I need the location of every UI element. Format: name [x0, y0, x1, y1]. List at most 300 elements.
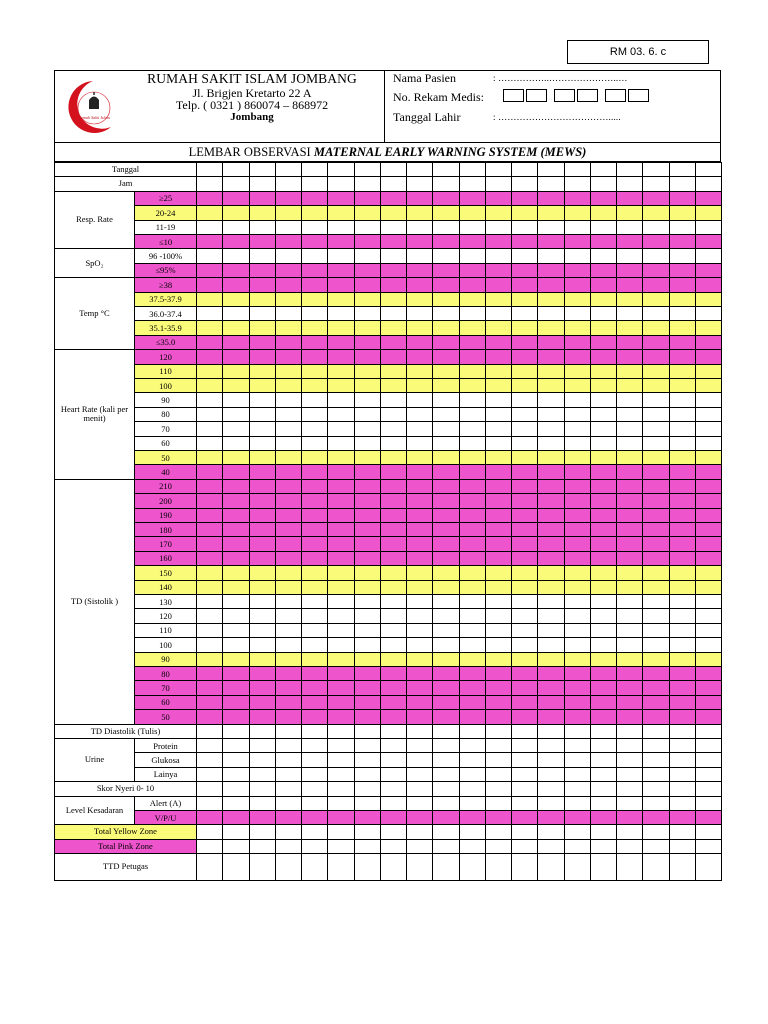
observation-cell[interactable]	[301, 162, 328, 177]
observation-cell[interactable]	[196, 234, 223, 249]
observation-cell[interactable]	[406, 580, 433, 595]
observation-cell[interactable]	[406, 364, 433, 379]
observation-cell[interactable]	[275, 320, 302, 335]
observation-cell[interactable]	[301, 796, 328, 811]
observation-cell[interactable]	[275, 623, 302, 638]
observation-cell[interactable]	[590, 392, 617, 407]
observation-cell[interactable]	[616, 652, 643, 667]
observation-cell[interactable]	[327, 263, 354, 278]
observation-cell[interactable]	[590, 234, 617, 249]
observation-cell[interactable]	[537, 234, 564, 249]
observation-cell[interactable]	[459, 695, 486, 710]
observation-cell[interactable]	[669, 364, 696, 379]
observation-cell[interactable]	[275, 680, 302, 695]
observation-cell[interactable]	[275, 191, 302, 206]
observation-cell[interactable]	[616, 335, 643, 350]
observation-cell[interactable]	[695, 493, 722, 508]
observation-cell[interactable]	[459, 277, 486, 292]
observation-cell[interactable]	[406, 436, 433, 451]
observation-cell[interactable]	[459, 536, 486, 551]
observation-cell[interactable]	[485, 652, 512, 667]
observation-cell[interactable]	[249, 176, 276, 191]
observation-cell[interactable]	[695, 407, 722, 422]
observation-cell[interactable]	[327, 536, 354, 551]
observation-cell[interactable]	[459, 493, 486, 508]
observation-cell[interactable]	[511, 695, 538, 710]
observation-cell[interactable]	[511, 407, 538, 422]
observation-cell[interactable]	[485, 824, 512, 839]
observation-cell[interactable]	[669, 839, 696, 854]
observation-cell[interactable]	[616, 493, 643, 508]
observation-cell[interactable]	[485, 248, 512, 263]
observation-cell[interactable]	[616, 781, 643, 796]
observation-cell[interactable]	[511, 320, 538, 335]
observation-cell[interactable]	[249, 796, 276, 811]
observation-cell[interactable]	[564, 392, 591, 407]
observation-cell[interactable]	[222, 695, 249, 710]
observation-cell[interactable]	[249, 666, 276, 681]
observation-cell[interactable]	[354, 436, 381, 451]
observation-cell[interactable]	[695, 464, 722, 479]
observation-cell[interactable]	[196, 421, 223, 436]
observation-cell[interactable]	[301, 580, 328, 595]
observation-cell[interactable]	[406, 853, 433, 881]
observation-cell[interactable]	[380, 724, 407, 739]
observation-cell[interactable]	[590, 623, 617, 638]
observation-cell[interactable]	[327, 824, 354, 839]
observation-cell[interactable]	[327, 436, 354, 451]
observation-cell[interactable]	[249, 162, 276, 177]
observation-cell[interactable]	[642, 162, 669, 177]
observation-cell[interactable]	[459, 450, 486, 465]
observation-cell[interactable]	[406, 378, 433, 393]
observation-cell[interactable]	[275, 839, 302, 854]
observation-cell[interactable]	[354, 551, 381, 566]
observation-cell[interactable]	[511, 522, 538, 537]
observation-cell[interactable]	[590, 493, 617, 508]
observation-cell[interactable]	[432, 724, 459, 739]
observation-cell[interactable]	[669, 724, 696, 739]
observation-cell[interactable]	[590, 752, 617, 767]
observation-cell[interactable]	[564, 522, 591, 537]
observation-cell[interactable]	[354, 335, 381, 350]
observation-cell[interactable]	[327, 320, 354, 335]
observation-cell[interactable]	[511, 623, 538, 638]
observation-cell[interactable]	[537, 580, 564, 595]
observation-cell[interactable]	[564, 565, 591, 580]
observation-cell[interactable]	[222, 724, 249, 739]
observation-cell[interactable]	[380, 752, 407, 767]
observation-cell[interactable]	[669, 680, 696, 695]
observation-cell[interactable]	[590, 162, 617, 177]
observation-cell[interactable]	[590, 551, 617, 566]
observation-cell[interactable]	[196, 594, 223, 609]
observation-cell[interactable]	[459, 767, 486, 782]
observation-cell[interactable]	[327, 349, 354, 364]
observation-cell[interactable]	[406, 407, 433, 422]
observation-cell[interactable]	[590, 335, 617, 350]
observation-cell[interactable]	[695, 738, 722, 753]
observation-cell[interactable]	[380, 508, 407, 523]
observation-cell[interactable]	[327, 796, 354, 811]
observation-cell[interactable]	[354, 364, 381, 379]
observation-cell[interactable]	[432, 162, 459, 177]
observation-cell[interactable]	[432, 277, 459, 292]
observation-cell[interactable]	[616, 220, 643, 235]
observation-cell[interactable]	[642, 853, 669, 881]
observation-cell[interactable]	[669, 580, 696, 595]
observation-cell[interactable]	[695, 551, 722, 566]
observation-cell[interactable]	[485, 436, 512, 451]
observation-cell[interactable]	[669, 248, 696, 263]
observation-cell[interactable]	[406, 162, 433, 177]
observation-cell[interactable]	[590, 248, 617, 263]
observation-cell[interactable]	[511, 364, 538, 379]
observation-cell[interactable]	[537, 364, 564, 379]
observation-cell[interactable]	[327, 205, 354, 220]
observation-cell[interactable]	[406, 767, 433, 782]
observation-cell[interactable]	[380, 220, 407, 235]
observation-cell[interactable]	[642, 666, 669, 681]
observation-cell[interactable]	[616, 680, 643, 695]
observation-cell[interactable]	[564, 450, 591, 465]
observation-cell[interactable]	[616, 839, 643, 854]
observation-cell[interactable]	[380, 306, 407, 321]
observation-cell[interactable]	[249, 349, 276, 364]
observation-cell[interactable]	[537, 263, 564, 278]
observation-cell[interactable]	[642, 191, 669, 206]
observation-cell[interactable]	[196, 608, 223, 623]
observation-cell[interactable]	[301, 335, 328, 350]
observation-cell[interactable]	[327, 594, 354, 609]
observation-cell[interactable]	[301, 666, 328, 681]
observation-cell[interactable]	[249, 551, 276, 566]
observation-cell[interactable]	[354, 205, 381, 220]
observation-cell[interactable]	[537, 464, 564, 479]
observation-cell[interactable]	[249, 277, 276, 292]
observation-cell[interactable]	[616, 796, 643, 811]
observation-cell[interactable]	[432, 392, 459, 407]
observation-cell[interactable]	[511, 508, 538, 523]
observation-cell[interactable]	[196, 781, 223, 796]
observation-cell[interactable]	[564, 608, 591, 623]
observation-cell[interactable]	[459, 810, 486, 825]
observation-cell[interactable]	[354, 248, 381, 263]
observation-cell[interactable]	[485, 680, 512, 695]
observation-cell[interactable]	[511, 248, 538, 263]
observation-cell[interactable]	[406, 652, 433, 667]
observation-cell[interactable]	[432, 551, 459, 566]
observation-cell[interactable]	[432, 608, 459, 623]
observation-cell[interactable]	[354, 176, 381, 191]
observation-cell[interactable]	[196, 407, 223, 422]
observation-cell[interactable]	[616, 824, 643, 839]
observation-cell[interactable]	[196, 839, 223, 854]
observation-cell[interactable]	[485, 421, 512, 436]
observation-cell[interactable]	[275, 349, 302, 364]
observation-cell[interactable]	[642, 594, 669, 609]
observation-cell[interactable]	[642, 536, 669, 551]
observation-cell[interactable]	[275, 781, 302, 796]
observation-cell[interactable]	[669, 407, 696, 422]
observation-cell[interactable]	[459, 436, 486, 451]
observation-cell[interactable]	[432, 580, 459, 595]
observation-cell[interactable]	[380, 796, 407, 811]
observation-cell[interactable]	[222, 623, 249, 638]
observation-cell[interactable]	[301, 608, 328, 623]
observation-cell[interactable]	[406, 234, 433, 249]
observation-cell[interactable]	[196, 464, 223, 479]
observation-cell[interactable]	[380, 637, 407, 652]
observation-cell[interactable]	[537, 796, 564, 811]
observation-cell[interactable]	[222, 652, 249, 667]
observation-cell[interactable]	[327, 248, 354, 263]
observation-cell[interactable]	[196, 709, 223, 724]
observation-cell[interactable]	[301, 522, 328, 537]
observation-cell[interactable]	[222, 508, 249, 523]
observation-cell[interactable]	[380, 594, 407, 609]
observation-cell[interactable]	[669, 767, 696, 782]
observation-cell[interactable]	[642, 709, 669, 724]
observation-cell[interactable]	[564, 493, 591, 508]
observation-cell[interactable]	[380, 364, 407, 379]
observation-cell[interactable]	[537, 162, 564, 177]
observation-cell[interactable]	[669, 263, 696, 278]
observation-cell[interactable]	[564, 234, 591, 249]
observation-cell[interactable]	[695, 565, 722, 580]
observation-cell[interactable]	[406, 508, 433, 523]
observation-cell[interactable]	[537, 536, 564, 551]
observation-cell[interactable]	[537, 450, 564, 465]
observation-cell[interactable]	[485, 781, 512, 796]
observation-cell[interactable]	[275, 709, 302, 724]
observation-cell[interactable]	[537, 738, 564, 753]
observation-cell[interactable]	[459, 248, 486, 263]
observation-cell[interactable]	[222, 335, 249, 350]
observation-cell[interactable]	[432, 306, 459, 321]
observation-cell[interactable]	[406, 349, 433, 364]
observation-cell[interactable]	[275, 724, 302, 739]
observation-cell[interactable]	[616, 205, 643, 220]
observation-cell[interactable]	[432, 536, 459, 551]
observation-cell[interactable]	[301, 292, 328, 307]
observation-cell[interactable]	[222, 781, 249, 796]
observation-cell[interactable]	[249, 407, 276, 422]
observation-cell[interactable]	[327, 234, 354, 249]
observation-cell[interactable]	[327, 220, 354, 235]
observation-cell[interactable]	[196, 349, 223, 364]
observation-cell[interactable]	[249, 623, 276, 638]
observation-cell[interactable]	[196, 220, 223, 235]
observation-cell[interactable]	[380, 392, 407, 407]
observation-cell[interactable]	[380, 292, 407, 307]
observation-cell[interactable]	[511, 853, 538, 881]
observation-cell[interactable]	[249, 364, 276, 379]
observation-cell[interactable]	[354, 608, 381, 623]
observation-cell[interactable]	[669, 436, 696, 451]
observation-cell[interactable]	[380, 436, 407, 451]
observation-cell[interactable]	[669, 392, 696, 407]
observation-cell[interactable]	[590, 536, 617, 551]
observation-cell[interactable]	[354, 781, 381, 796]
observation-cell[interactable]	[616, 392, 643, 407]
observation-cell[interactable]	[616, 522, 643, 537]
observation-cell[interactable]	[432, 191, 459, 206]
observation-cell[interactable]	[669, 464, 696, 479]
observation-cell[interactable]	[432, 738, 459, 753]
observation-cell[interactable]	[642, 565, 669, 580]
observation-cell[interactable]	[669, 853, 696, 881]
observation-cell[interactable]	[406, 738, 433, 753]
observation-cell[interactable]	[301, 436, 328, 451]
observation-cell[interactable]	[432, 824, 459, 839]
observation-cell[interactable]	[275, 608, 302, 623]
observation-cell[interactable]	[406, 709, 433, 724]
observation-cell[interactable]	[354, 421, 381, 436]
observation-cell[interactable]	[564, 176, 591, 191]
observation-cell[interactable]	[222, 292, 249, 307]
observation-cell[interactable]	[564, 248, 591, 263]
observation-cell[interactable]	[301, 508, 328, 523]
observation-cell[interactable]	[695, 637, 722, 652]
observation-cell[interactable]	[537, 608, 564, 623]
observation-cell[interactable]	[669, 162, 696, 177]
observation-cell[interactable]	[354, 738, 381, 753]
observation-cell[interactable]	[459, 508, 486, 523]
observation-cell[interactable]	[275, 263, 302, 278]
observation-cell[interactable]	[249, 522, 276, 537]
observation-cell[interactable]	[432, 450, 459, 465]
observation-cell[interactable]	[511, 565, 538, 580]
observation-cell[interactable]	[301, 853, 328, 881]
observation-cell[interactable]	[196, 263, 223, 278]
observation-cell[interactable]	[432, 493, 459, 508]
observation-cell[interactable]	[459, 220, 486, 235]
observation-cell[interactable]	[354, 320, 381, 335]
observation-cell[interactable]	[406, 493, 433, 508]
observation-cell[interactable]	[485, 191, 512, 206]
observation-cell[interactable]	[564, 436, 591, 451]
observation-cell[interactable]	[354, 392, 381, 407]
observation-cell[interactable]	[432, 522, 459, 537]
observation-cell[interactable]	[275, 580, 302, 595]
observation-cell[interactable]	[222, 637, 249, 652]
observation-cell[interactable]	[354, 652, 381, 667]
observation-cell[interactable]	[459, 176, 486, 191]
observation-cell[interactable]	[380, 565, 407, 580]
observation-cell[interactable]	[222, 407, 249, 422]
observation-cell[interactable]	[669, 306, 696, 321]
observation-cell[interactable]	[432, 752, 459, 767]
observation-cell[interactable]	[642, 364, 669, 379]
observation-cell[interactable]	[590, 450, 617, 465]
observation-cell[interactable]	[616, 234, 643, 249]
observation-cell[interactable]	[511, 436, 538, 451]
observation-cell[interactable]	[642, 234, 669, 249]
observation-cell[interactable]	[695, 594, 722, 609]
observation-cell[interactable]	[196, 536, 223, 551]
observation-cell[interactable]	[669, 781, 696, 796]
observation-cell[interactable]	[695, 191, 722, 206]
observation-cell[interactable]	[695, 781, 722, 796]
observation-cell[interactable]	[406, 522, 433, 537]
observation-cell[interactable]	[222, 853, 249, 881]
observation-cell[interactable]	[196, 652, 223, 667]
observation-cell[interactable]	[642, 839, 669, 854]
observation-cell[interactable]	[564, 421, 591, 436]
observation-cell[interactable]	[249, 292, 276, 307]
observation-cell[interactable]	[354, 349, 381, 364]
observation-cell[interactable]	[406, 781, 433, 796]
observation-cell[interactable]	[511, 234, 538, 249]
observation-cell[interactable]	[616, 637, 643, 652]
observation-cell[interactable]	[222, 565, 249, 580]
observation-cell[interactable]	[380, 839, 407, 854]
observation-cell[interactable]	[459, 191, 486, 206]
observation-cell[interactable]	[695, 580, 722, 595]
observation-cell[interactable]	[432, 436, 459, 451]
observation-cell[interactable]	[327, 191, 354, 206]
observation-cell[interactable]	[406, 277, 433, 292]
observation-cell[interactable]	[590, 810, 617, 825]
observation-cell[interactable]	[695, 608, 722, 623]
observation-cell[interactable]	[380, 320, 407, 335]
observation-cell[interactable]	[275, 464, 302, 479]
observation-cell[interactable]	[432, 623, 459, 638]
observation-cell[interactable]	[327, 781, 354, 796]
observation-cell[interactable]	[249, 724, 276, 739]
observation-cell[interactable]	[511, 335, 538, 350]
observation-cell[interactable]	[196, 364, 223, 379]
observation-cell[interactable]	[485, 450, 512, 465]
observation-cell[interactable]	[616, 191, 643, 206]
observation-cell[interactable]	[380, 623, 407, 638]
observation-cell[interactable]	[275, 407, 302, 422]
observation-cell[interactable]	[432, 680, 459, 695]
observation-cell[interactable]	[616, 623, 643, 638]
observation-cell[interactable]	[354, 292, 381, 307]
observation-cell[interactable]	[459, 407, 486, 422]
observation-cell[interactable]	[196, 162, 223, 177]
observation-cell[interactable]	[327, 508, 354, 523]
observation-cell[interactable]	[406, 824, 433, 839]
observation-cell[interactable]	[669, 666, 696, 681]
observation-cell[interactable]	[537, 781, 564, 796]
observation-cell[interactable]	[537, 565, 564, 580]
observation-cell[interactable]	[196, 666, 223, 681]
observation-cell[interactable]	[301, 839, 328, 854]
observation-cell[interactable]	[485, 666, 512, 681]
observation-cell[interactable]	[590, 565, 617, 580]
observation-cell[interactable]	[222, 436, 249, 451]
observation-cell[interactable]	[642, 248, 669, 263]
observation-cell[interactable]	[249, 479, 276, 494]
observation-cell[interactable]	[590, 781, 617, 796]
observation-cell[interactable]	[616, 695, 643, 710]
observation-cell[interactable]	[459, 580, 486, 595]
observation-cell[interactable]	[327, 709, 354, 724]
observation-cell[interactable]	[669, 709, 696, 724]
observation-cell[interactable]	[380, 450, 407, 465]
observation-cell[interactable]	[537, 666, 564, 681]
observation-cell[interactable]	[301, 205, 328, 220]
observation-cell[interactable]	[564, 191, 591, 206]
observation-cell[interactable]	[222, 364, 249, 379]
observation-cell[interactable]	[249, 263, 276, 278]
observation-cell[interactable]	[669, 608, 696, 623]
observation-cell[interactable]	[642, 263, 669, 278]
observation-cell[interactable]	[485, 796, 512, 811]
